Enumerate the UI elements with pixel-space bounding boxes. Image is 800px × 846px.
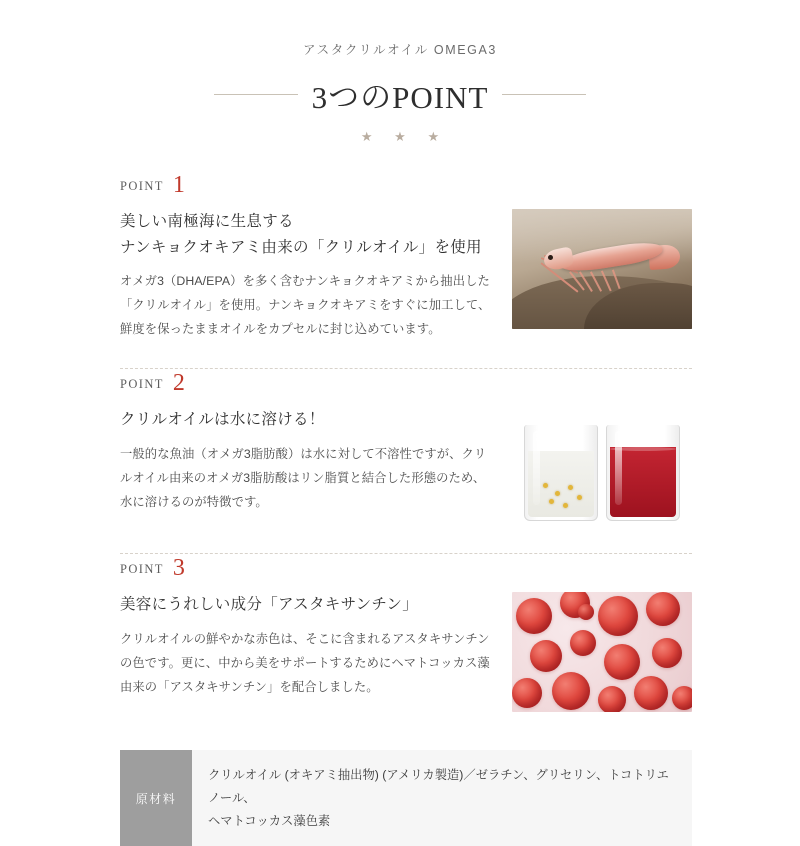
cell-shape: [530, 640, 562, 672]
point-body-2: [120, 407, 692, 527]
point-description-1: オメガ3（DHA/EPA）を多く含むナンキョクオキアミから抽出した「クリルオイル」を使用。ナンキョクオキアミをすぐに加工して、鮮度を保ったままオイルをカプセルに封じ込めています。: [120, 274, 491, 337]
title-rule-right: [502, 94, 586, 95]
cell-shape: [570, 630, 596, 656]
point-number-1: 1: [172, 172, 185, 198]
point-label-row-3: [120, 554, 692, 582]
point-body-1: [120, 209, 692, 342]
cell-shape: [672, 686, 692, 710]
point-heading-1-line1: 美しい南極海に生息する: [120, 213, 294, 230]
cell-shape: [646, 592, 680, 626]
glass-highlight: [615, 431, 622, 505]
cell-shape: [634, 676, 668, 710]
glass-with-oil: [524, 425, 598, 521]
ingredients-text-line2: ヘマトコッカス藻色素: [208, 813, 331, 828]
oil-droplet-shape: [555, 491, 560, 496]
glass-highlight: [533, 431, 540, 505]
ingredients-panel: [120, 750, 692, 846]
cell-shape: [578, 604, 594, 620]
point-block-1: [120, 171, 692, 368]
point-heading-2: [120, 407, 496, 433]
brand-line: アスタクリルオイル OMEGA3: [303, 43, 497, 57]
title-rule-left: [214, 94, 298, 95]
point-number-3: 3: [172, 555, 185, 582]
point-number-2: 2: [172, 370, 185, 397]
page-title: 3つのPOINT: [311, 80, 489, 115]
astaxanthin-cells-photo: [512, 592, 692, 712]
point-heading-2-line1: クリルオイルは水に溶ける！: [120, 411, 325, 429]
oil-droplet-shape: [577, 495, 582, 500]
ingredients-text: [192, 750, 692, 846]
point-word-3: POINT: [120, 562, 164, 577]
krill-photo: [512, 209, 692, 329]
point-heading-3: [120, 592, 496, 618]
stars-decoration: ★ ★ ★: [360, 129, 449, 144]
point-block-3: [120, 554, 692, 738]
oil-droplet-shape: [563, 503, 568, 508]
cell-shape: [516, 598, 552, 634]
title-row: [0, 72, 800, 117]
point-body-3: [120, 592, 692, 712]
glass-with-red-liquid: [606, 425, 680, 521]
points-list: [0, 171, 800, 738]
point-heading-1: [120, 209, 496, 260]
point-text-2: [120, 407, 496, 514]
point-heading-3-line1: 美容にうれしい成分「アスタキサンチン」: [120, 596, 419, 614]
cell-shape: [512, 678, 542, 708]
point-block-2: [120, 369, 692, 553]
cell-shape: [598, 686, 626, 712]
point-description-2: 一般的な魚油（オメガ3脂肪酸）は水に対して不溶性ですが、クリルオイル由来のオメガ3脂肪酸はリン脂質と結合した形態のため、水に溶けるのが特徴です。: [120, 446, 487, 509]
oil-droplet-shape: [568, 485, 573, 490]
point-text-1: [120, 209, 496, 342]
point-word-1: POINT: [120, 179, 164, 193]
point-label-row-2: [120, 369, 692, 397]
cell-shape: [598, 596, 638, 636]
point-text-3: [120, 592, 496, 699]
point-label-row-1: [120, 171, 692, 198]
cell-shape: [552, 672, 590, 710]
oil-droplet-shape: [543, 483, 548, 488]
glasses-photo: [512, 407, 692, 527]
point-heading-1-line2: ナンキョクオキアミ由来の「クリルオイル」を使用: [120, 238, 482, 256]
page-header: [0, 0, 800, 145]
point-word-2: POINT: [120, 377, 164, 392]
point-description-3: クリルオイルの鮮やかな赤色は、そこに含まれるアスタキサンチンの色です。更に、中から美をサポートするためにヘマトコッカス藻由来の「アスタキサンチン」を配合しました。: [120, 631, 490, 694]
cell-shape: [652, 638, 682, 668]
cell-shape: [604, 644, 640, 680]
ingredients-label: 原材料: [120, 750, 192, 846]
krill-eye-shape: [548, 255, 553, 260]
ingredients-text-line1: クリルオイル (オキアミ抽出物) (アメリカ製造)／ゼラチン、グリセリン、トコトリエノール、: [208, 768, 669, 805]
oil-droplet-shape: [549, 499, 554, 504]
